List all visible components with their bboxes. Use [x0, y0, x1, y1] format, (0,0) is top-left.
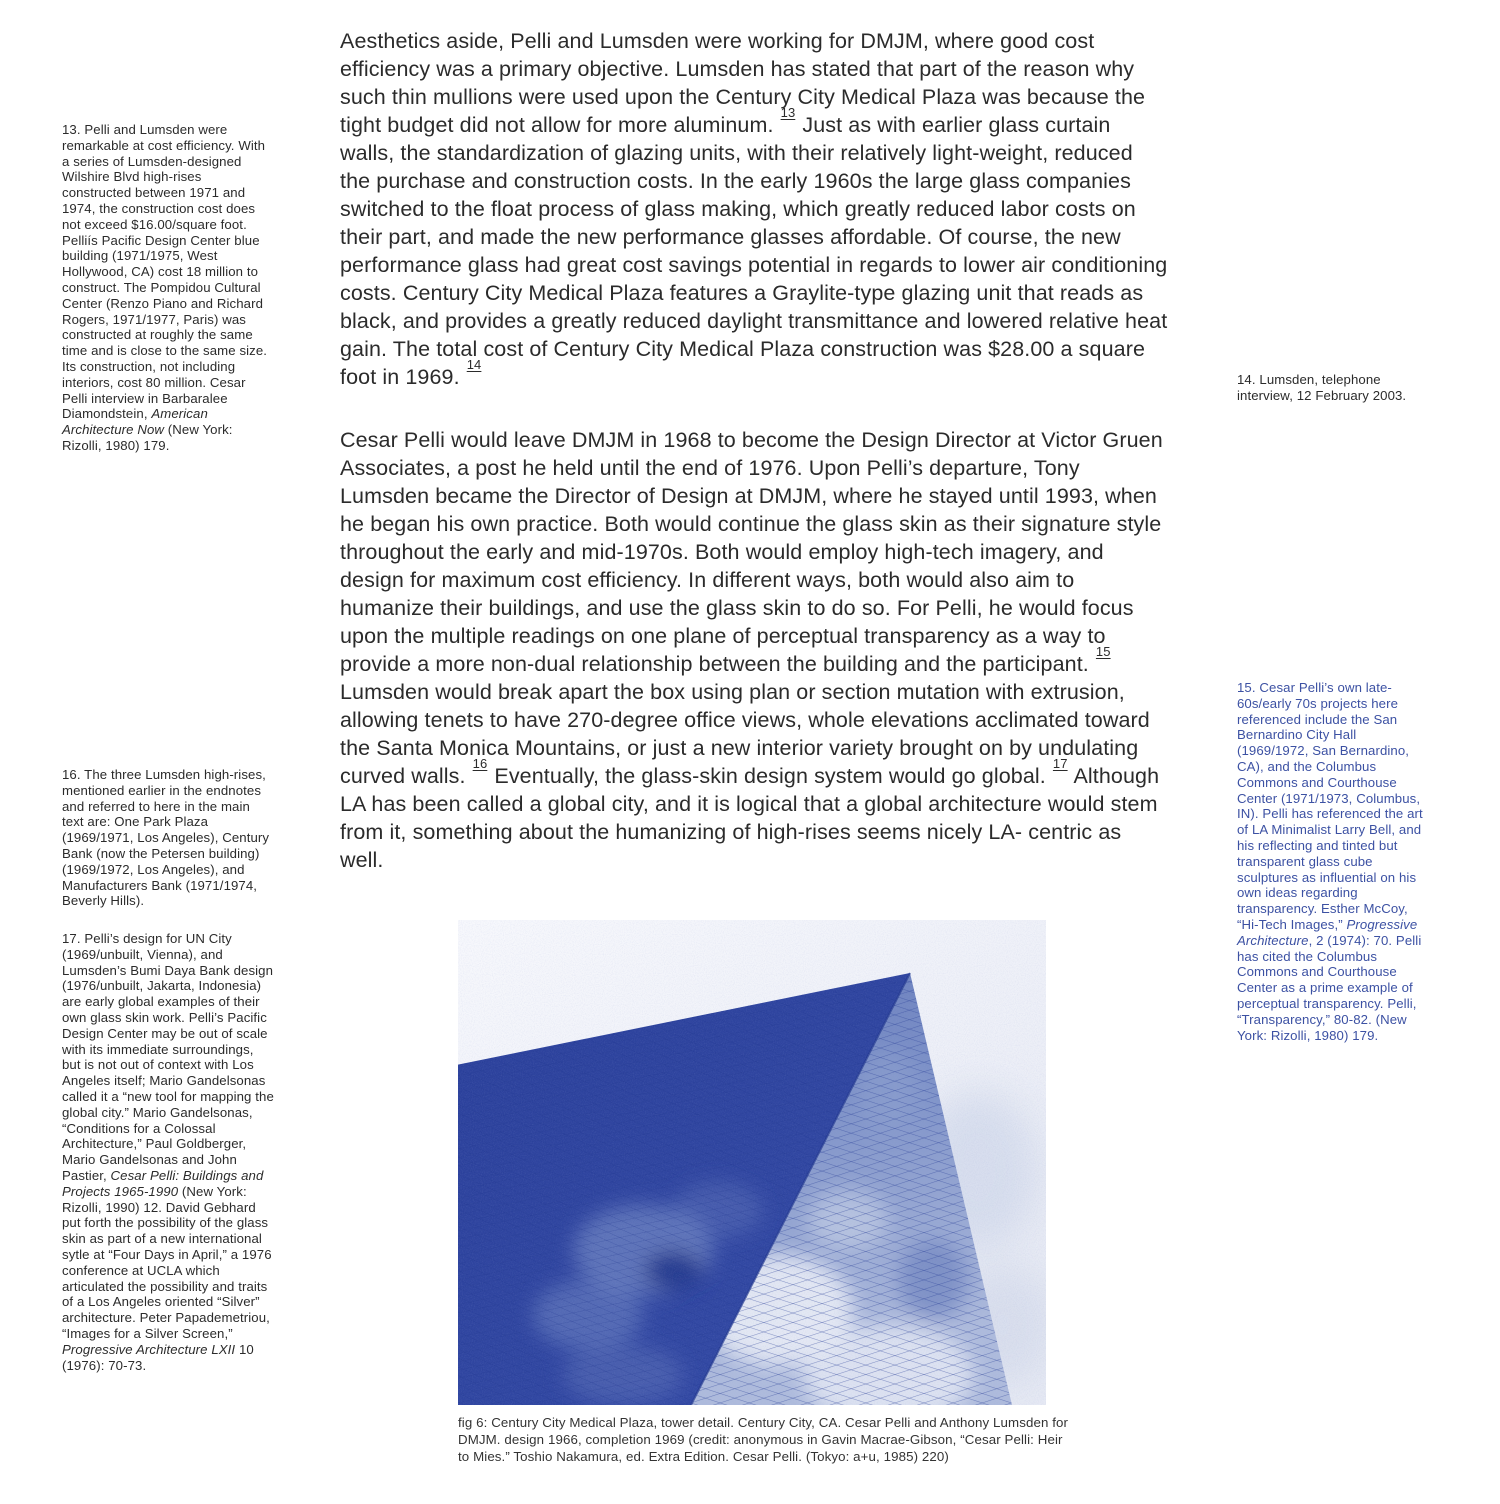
footnote-ref-15[interactable]: 15	[1095, 643, 1111, 659]
footnote-ref-16[interactable]: 16	[472, 755, 488, 771]
article-body	[340, 27, 1168, 874]
footnote-14: 14. Lumsden, telephone interview, 12 February 2003.	[1237, 372, 1407, 403]
footnote-ref-13[interactable]: 13	[780, 104, 796, 120]
footnote-ref-14[interactable]: 14	[466, 356, 482, 372]
body-paragraph-1: Aesthetics aside, Pelli and Lumsden were working for DMJM, where good cost efficiency was a primary objective. Lumsden has stated that part of the reason why such thin mullions were used upon the Century City Medical Plaza was because the tight budget did not allow for more aluminum. $^{13}$ Just as with earlier glass curtain walls, the standardization of glazing units, with their relatively light-weight, reduced the purchase and construction costs. In the early 1960s the large glass companies switched to the float process of glass making, which greatly reduced labor costs on their part, and made the new performance glasses affordable. Of course, the new performance glass had great cost savings potential in regards to lower air conditioning costs. Century City Medical Plaza features a Graylite-type glazing unit that reads as black, and provides a greatly reduced daylight transmittance and lowered relative heat gain. The total cost of Century City Medical Plaza construction was $28.00 a square foot in 1969. $^{14}$	[340, 29, 1168, 389]
footnote-16: 16. The three Lumsden high-rises, mentioned earlier in the endnotes and referred to here in the main text are: One Park Plaza (1969/1971, Los Angeles), Century Bank (now the Petersen building) (1969/1972, Los Angeles), and Manufacturers Bank (1971/1974, Beverly Hills).	[62, 767, 270, 909]
footnote-ref-17[interactable]: 17	[1052, 755, 1068, 771]
figure-6	[458, 920, 1069, 1465]
footnote-15: 15. Cesar Pelli’s own late-60s/early 70s projects here referenced include the San Bernardino City Hall (1969/1972, San Bernardino, CA), and the Columbus Commons and Courthouse Center (1971/1973, Columbus, IN). Pelli has referenced the art of LA Minimalist Larry Bell, and his reflecting and tinted but transparent glass cube sculptures as influential on his own ideas regarding transparency. Esther McCoy, “Hi-Tech Images,” Progressive Architecture, 2 (1974): 70. Pelli has cited the Columbus Commons and Courthouse Center as a prime example of perceptual transparency. Pelli, “Transparency,” 80-82. (New York: Rizolli, 1980) 179.	[1237, 680, 1423, 1043]
figure-image-century-city-tower	[458, 920, 1046, 1405]
footnote-13: 13. Pelli and Lumsden were remarkable at cost efficiency. With a series of Lumsden-designed Wilshire Blvd high-rises constructed between 1971 and 1974, the construction cost does not exceed $16.00/square foot. Pelliís Pacific Design Center blue building (1971/1975, West Hollywood, CA) cost 18 million to construct. The Pompidou Cultural Center (Renzo Piano and Richard Rogers, 1971/1977, Paris) was constructed at roughly the same time and is close to the same size. Its construction, not including interiors, cost 80 million. Cesar Pelli interview in Barbaralee Diamondstein, American Architecture Now (New York: Rizolli, 1980) 179.	[62, 122, 268, 453]
figure-caption: fig 6: Century City Medical Plaza, tower detail. Century City, CA. Cesar Pelli and Anthony Lumsden for DMJM. design 1966, completion 1969 (credit: anonymous in Gavin Macrae-Gibson, “Cesar Pelli: Heir to Mies.” Toshio Nakamura, ed. Extra Edition. Cesar Pelli. (Tokyo: a+u, 1985) 220)	[458, 1415, 1069, 1464]
body-paragraph-2: Cesar Pelli would leave DMJM in 1968 to become the Design Director at Victor Gruen Associates, a post he held until the end of 1976. Upon Pelli’s departure, Tony Lumsden became the Director of Design at DMJM, where he stayed until 1993, when he began his own practice. Both would continue the glass skin as their signature style throughout the early and mid-1970s. Both would employ high-tech imagery, and design for maximum cost efficiency. In different ways, both would also aim to humanize their buildings, and use the glass skin to do so. For Pelli, he would focus upon the multiple readings on one plane of perceptual transparency as a way to provide a more non-dual relationship between the building and the participant. $^{15}$ Lumsden would break apart the box using plan or section mutation with extrusion, allowing tenets to have 270-degree office views, whole elevations acclimated toward the Santa Monica Mountains, or just a new interior variety brought on by undulating curved walls. $^{16}$ Eventually, the glass-skin design system would go global. $^{17}$ Although LA has been called a global city, and it is logical that a global architecture would stem from it, something about the humanizing of high-rises seems nicely LA- centric as well.	[340, 428, 1163, 872]
footnote-17: 17. Pelli’s design for UN City (1969/unbuilt, Vienna), and Lumsden’s Bumi Daya Bank design (1976/unbuilt, Jakarta, Indonesia) are early global examples of their own glass skin work. Pelli’s Pacific Design Center may be out of scale with its immediate surroundings, but is not out of context with Los Angeles itself; Mario Gandelsonas called it a “new tool for mapping the global city.” Mario Gandelsonas, “Conditions for a Colossal Architecture,” Paul Goldberger, Mario Gandelsonas and John Pastier, Cesar Pelli: Buildings and Projects 1965-1990 (New York: Rizolli, 1990) 12. David Gebhard put forth the possibility of the glass skin as part of a new international sytle at “Four Days in April,” a 1976 conference at UCLA which articulated the possibility and traits of a Los Angeles oriented “Silver” architecture. Peter Papademetriou, “Images for a Silver Screen,” Progressive Architecture LXII 10 (1976): 70-73.	[62, 931, 274, 1373]
